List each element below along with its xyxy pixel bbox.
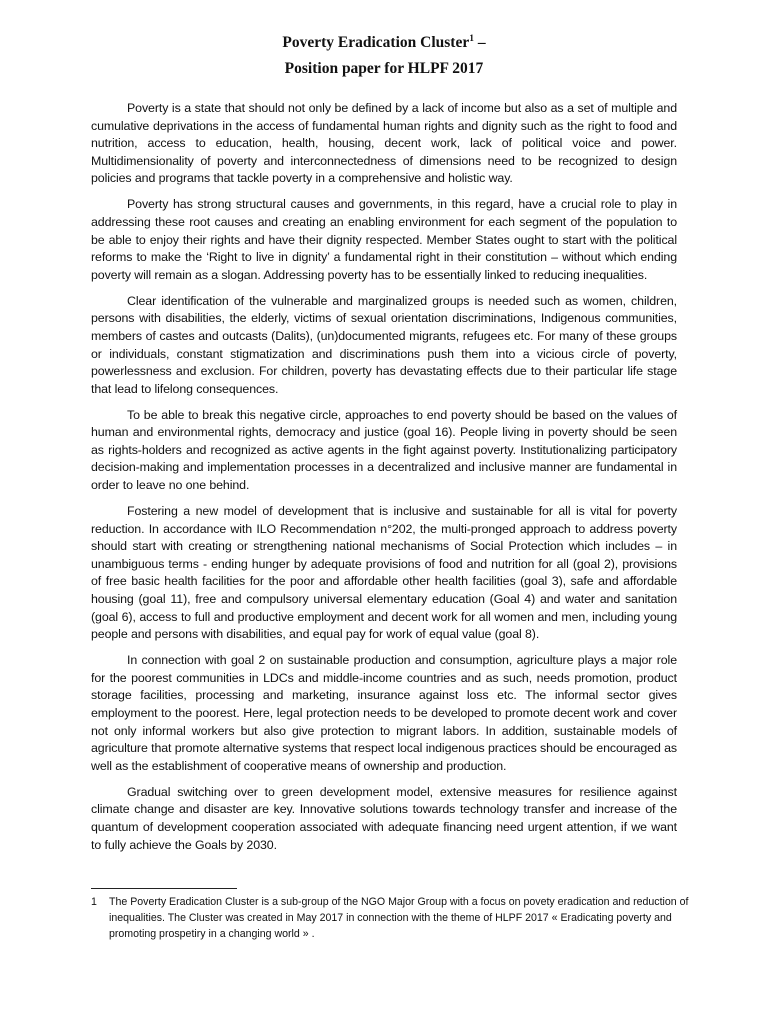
paragraph: Clear identification of the vulnerable and marginalized groups is needed such as women, children, persons with disabilities, the elderly, victims of sexual orientation discriminations, Indigenous communities, members of castes and outcasts (Dalits), (un)documented migrants, refugees etc. For many of these groups or individuals, constant stigmatization and discriminations push them into a vicious circle of poverty, powerlessness and exclusion. For children, poverty has devastating effects due to their particular life stage that lead to lifelong consequences. <box>91 293 677 396</box>
paragraph: Fostering a new model of development that is inclusive and sustainable for all is vital for poverty reduction. In accordance with ILO Recommendation n°202, the multi-pronged approach to address poverty should start with creating or strengthening national mechanisms of Social Protection which includes – in unambiguous terms - ending hunger by adequate provisions of food and nutrition for all (goal 2), provisions of free basic health facilities for the poor and affordable other health facilities (goal 3), safe and affordable housing (goal 11), free and compulsory universal elementary education (Goal 4) and water and sanitation (goal 6), access to full and productive employment and decent work for all women and men, including young people and persons with disabilities, and equal pay for work of equal value (goal 8). <box>91 504 677 642</box>
paragraph: Poverty is a state that should not only be defined by a lack of income but also as a set of multiple and cumulative deprivations in the access of fundamental human rights and dignity such as the right to food and nutrition, access to education, health, housing, decent work, lack of political voice and power. Multidimensionality of poverty and interconnectedness of dimensions need to be recognized to design policies and programs that tackle poverty in a comprehensive and holistic way. <box>91 101 677 186</box>
title-main: Poverty Eradication Cluster <box>282 34 470 51</box>
paragraph: Gradual switching over to green development model, extensive measures for resilience against climate change and disaster are key. Innovative solutions towards technology transfer and increase of the quantum of development cooperation associated with adequate financing need urgent attention, if we want to fully achieve the Goals by 2030. <box>91 784 677 852</box>
footnote-text: The Poverty Eradication Cluster is a sub-group of the NGO Major Group with a focus on povety eradication and reduction of inequalities. The Cluster was created in May 2017 in connection with the theme of HLPF 2017 « Eradicating poverty and promoting prospetiry in a changing world » . <box>109 896 689 940</box>
paragraph: In connection with goal 2 on sustainable production and consumption, agriculture plays a major role for the poorest communities in LDCs and middle-income countries and as such, needs promotion, product storage facilities, processing and marketing, insurance against loss etc. The informal sector gives employment to the poorest. Here, legal protection needs to be developed to promote decent work and cover not only informal workers but also give protection to migrant labors. In addition, sustainable models of agriculture that promote alternative systems that respect local indigenous practices should be encouraged as well as the establishment of cooperative means of ownership and production. <box>91 653 677 773</box>
paragraph: Poverty has strong structural causes and governments, in this regard, have a crucial role to play in addressing these root causes and creating an enabling environment for each segment of the population to be able to enjoy their rights and have their dignity respected. Member States ought to start with the political reforms to make the ‘Right to live in dignity’ a fundamental right in their constitution – without which ending poverty will remain as a slogan. Addressing poverty has to be essentially linked to reducing inequalities. <box>91 197 677 282</box>
title-line-1 <box>0 30 768 56</box>
paragraph: To be able to break this negative circle, approaches to end poverty should be based on the values of human and environmental rights, democracy and justice (goal 16). People living in poverty should be seen as rights-holders and recognized as active agents in the fight against poverty. Institutionalizing participatory decision-making and implementation processes in a decentralized and inclusive manner are fundamental in order to leave no one behind. <box>91 407 677 493</box>
title-dash: – <box>473 34 486 51</box>
document-title <box>0 30 768 82</box>
title-footnote-ref: 1 <box>469 33 474 44</box>
footnote <box>91 894 691 942</box>
document-body <box>91 100 677 862</box>
title-line-2: Position paper for HLPF 2017 <box>284 60 484 77</box>
footnote-separator <box>91 888 237 889</box>
footnote-number: 1 <box>91 896 97 908</box>
